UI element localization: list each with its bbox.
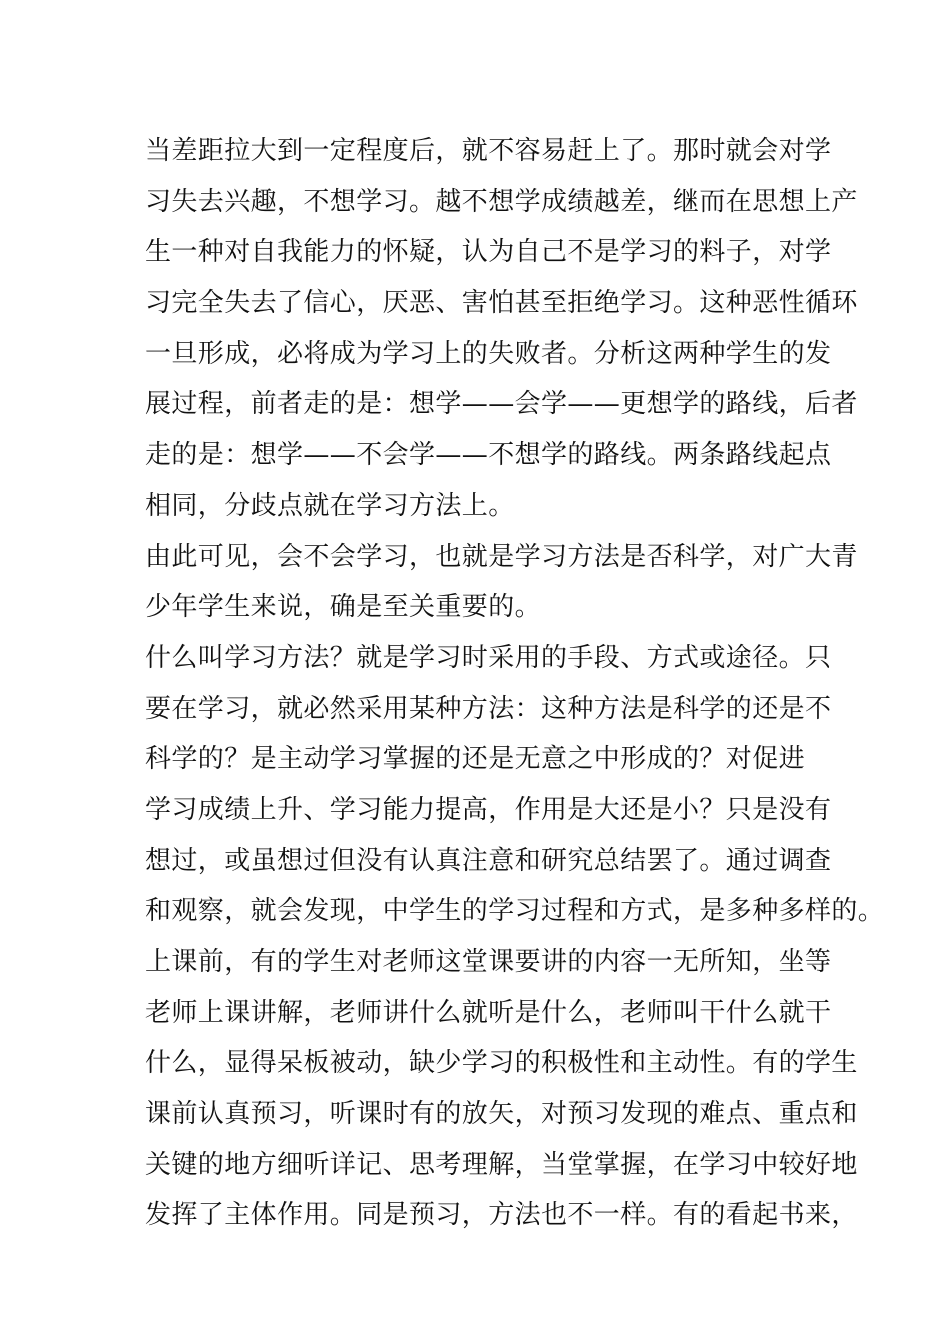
text-line: 课前认真预习，听课时有的放矢，对预习发现的难点、重点和 bbox=[145, 1099, 858, 1130]
text-line: 什么，显得呆板被动，缺少学习的积极性和主动性。有的学生 bbox=[145, 1048, 858, 1079]
text-line: 走的是：想学——不会学——不想学的路线。两条路线起点 bbox=[145, 440, 832, 471]
text-line: 相同，分歧点就在学习方法上。 bbox=[145, 490, 515, 521]
text-line: 学习成绩上升、学习能力提高，作用是大还是小？只是没有 bbox=[145, 794, 832, 825]
text-line: 老师上课讲解，老师讲什么就听是什么，老师叫干什么就干 bbox=[145, 997, 832, 1028]
text-line: 什么叫学习方法？就是学习时采用的手段、方式或途径。只 bbox=[145, 642, 832, 673]
text-line: 习完全失去了信心，厌恶、害怕甚至拒绝学习。这种恶性循环 bbox=[145, 288, 858, 319]
text-line: 当差距拉大到一定程度后，就不容易赶上了。那时就会对学 bbox=[145, 136, 832, 166]
text-line: 关键的地方细听详记、思考理解，当堂掌握，在学习中较好地 bbox=[145, 1149, 858, 1180]
text-line: 发挥了主体作用。同是预习，方法也不一样。有的看起书来， bbox=[145, 1200, 858, 1231]
text-line: 上课前，有的学生对老师这堂课要讲的内容一无所知，坐等 bbox=[145, 947, 832, 977]
text-line: 生一种对自我能力的怀疑，认为自己不是学习的料子，对学 bbox=[145, 237, 832, 268]
text-line: 想过，或虽想过但没有认真注意和研究总结罢了。通过调查 bbox=[145, 845, 832, 876]
text-line: 科学的？是主动学习掌握的还是无意之中形成的？对促进 bbox=[145, 744, 806, 775]
text-line: 少年学生来说，确是至关重要的。 bbox=[145, 592, 542, 623]
text-line: 由此可见，会不会学习，也就是学习方法是否科学，对广大青 bbox=[145, 541, 858, 572]
body-text bbox=[145, 126, 885, 1241]
text-line: 展过程，前者走的是：想学——会学——更想学的路线，后者 bbox=[145, 389, 858, 420]
text-line: 习失去兴趣，不想学习。越不想学成绩越差，继而在思想上产 bbox=[145, 186, 858, 217]
text-line: 要在学习，就必然采用某种方法：这种方法是科学的还是不 bbox=[145, 693, 832, 724]
text-line: 和观察，就会发现，中学生的学习过程和方式，是多种多样的。 bbox=[145, 896, 885, 927]
text-line: 一旦形成，必将成为学习上的失败者。分析这两种学生的发 bbox=[145, 338, 832, 369]
